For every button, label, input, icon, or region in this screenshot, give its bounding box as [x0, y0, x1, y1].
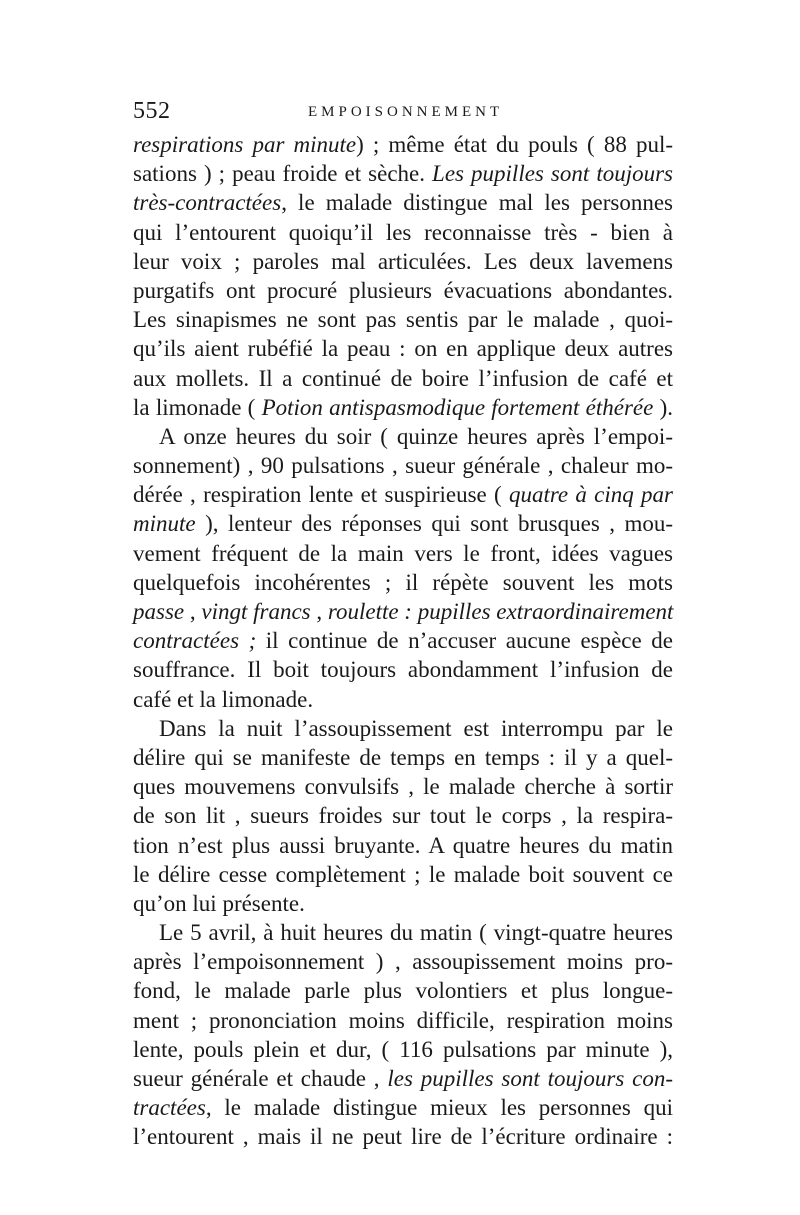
text-line: [133, 364, 673, 393]
italic-text: tractées: [133, 1095, 206, 1121]
text-segment: dérée , respiration lente et suspirieuse (: [133, 482, 509, 508]
text-line: [133, 685, 673, 714]
italic-text: respirations par minute: [133, 132, 357, 157]
text-segment: ), lenteur des réponses qui sont brusques , mou-: [195, 511, 673, 537]
text-line: [133, 480, 673, 509]
text-line: [133, 1035, 673, 1064]
text-segment: , le malade distingue mieux les personnes qui: [205, 1095, 673, 1121]
text-line: [133, 918, 673, 947]
text-line: [133, 743, 673, 772]
italic-text: contractées ;: [133, 628, 257, 654]
text-segment: après l’empoisonnement ) , assoupissement moins pro-: [133, 949, 673, 975]
text-segment: sations ) ; peau froide et sèche.: [133, 161, 433, 187]
text-line: [133, 976, 673, 1005]
text-segment: souffrance. Il boit toujours abondamment l’infusion de: [133, 657, 673, 683]
text-segment: de son lit , sueurs froides sur tout le corps , la respira-: [133, 803, 673, 829]
italic-text: minute: [133, 511, 196, 537]
italic-text: vingt francs: [201, 599, 311, 624]
text-segment: il continue de n’accuser aucune espèce de: [256, 628, 673, 654]
text-line: [133, 772, 673, 801]
text-line: [133, 626, 673, 655]
text-line: [133, 714, 673, 743]
text-line: [133, 334, 673, 363]
text-segment: la limonade (: [133, 394, 262, 420]
text-segment: qu’on lui présente.: [133, 890, 305, 916]
text-line: [133, 860, 673, 889]
text-line: [133, 1064, 673, 1093]
text-segment: ques mouvemens convulsifs , le malade cherche à sortir: [133, 774, 673, 800]
page-number: 552: [133, 98, 171, 124]
text-segment: Les sinapismes ne sont pas sentis par le malade , quoi-: [133, 307, 673, 333]
italic-text: Les pupilles sont toujours: [432, 161, 673, 187]
text-segment: leur voix ; paroles mal articulées. Les deux lavemens: [133, 248, 673, 274]
text-line: [133, 655, 673, 684]
text-line: [133, 1122, 673, 1151]
text-segment: ,: [310, 599, 328, 624]
text-segment: ,: [184, 599, 202, 624]
text-segment: aux mollets. Il a continué de boire l’infusion de café et: [133, 365, 673, 391]
text-line: [133, 305, 673, 334]
text-line: [133, 218, 673, 247]
text-line: [133, 1006, 673, 1035]
text-segment: sueur générale et chaude ,: [133, 1066, 388, 1091]
text-line: [133, 247, 673, 276]
text-line: [133, 159, 673, 188]
italic-text: quatre à cinq par: [508, 482, 673, 508]
text-segment: qu’ils aient rubéfié la peau : on en applique deux autres: [133, 336, 673, 362]
text-segment: ).: [653, 394, 673, 420]
text-segment: , le malade distingue mal les personnes: [281, 190, 673, 216]
text-segment: tion n’est plus aussi bruyante. A quatre heures du matin: [133, 832, 673, 858]
text-segment: Dans la nuit l’assoupissement est interrompu par le: [159, 715, 673, 741]
text-line: [133, 188, 673, 217]
text-line: [133, 276, 673, 305]
italic-text: passe: [133, 599, 185, 624]
text-segment: qui l’entourent quoiqu’il les reconnaisse très - bien à: [133, 219, 673, 245]
text-segment: lente, pouls plein et dur, ( 116 pulsations par minute ),: [133, 1036, 673, 1062]
text-segment: Le 5 avril, à huit heures du matin ( vingt-quatre heures: [159, 920, 673, 946]
text-segment: délire qui se manifeste de temps en temps : il y a quel-: [133, 744, 673, 770]
text-segment: ) ; même état du pouls ( 88 pul-: [356, 132, 673, 157]
text-line: [133, 509, 673, 538]
text-segment: ment ; prononciation moins difficile, respiration moins: [133, 1007, 673, 1033]
text-line: [133, 889, 673, 918]
text-segment: vement fréquent de la main vers le front, idées vagues: [133, 540, 673, 566]
text-line: [133, 539, 673, 568]
text-line: [133, 568, 673, 597]
text-segment: café et la limonade.: [133, 686, 314, 712]
page-header: [133, 98, 673, 130]
text-line: [133, 1093, 673, 1122]
text-line: [133, 597, 673, 626]
text-line: [133, 393, 673, 422]
text-line: [133, 947, 673, 976]
text-line: [133, 422, 673, 451]
text-line: [133, 801, 673, 830]
text-segment: l’entourent , mais il ne peut lire de l’écriture ordinaire :: [133, 1124, 673, 1150]
text-segment: sonnement) , 90 pulsations , sueur générale , chaleur mo-: [133, 453, 673, 479]
text-segment: fond, le malade parle plus volontiers et plus longue-: [133, 978, 673, 1004]
italic-text: très-contractées: [133, 190, 282, 216]
text-segment: le délire cesse complètement ; le malade boit souvent ce: [133, 861, 673, 887]
text-segment: A onze heures du soir ( quinze heures après l’empoi-: [159, 423, 673, 449]
body-text: [133, 130, 673, 1152]
italic-text: Potion antispasmodique fortement éthérée: [261, 394, 654, 420]
text-line: [133, 831, 673, 860]
text-line: [133, 130, 673, 159]
text-segment: purgatifs ont procuré plusieurs évacuations abondantes.: [133, 277, 673, 303]
text-line: [133, 451, 673, 480]
text-segment: quelquefois incohérentes ; il répète souvent les mots: [133, 569, 673, 595]
italic-text: roulette : pupilles extraordinairement: [327, 599, 674, 624]
italic-text: les pupilles sont toujours con-: [387, 1066, 673, 1091]
running-head: EMPOISONNEMENT: [308, 104, 504, 120]
